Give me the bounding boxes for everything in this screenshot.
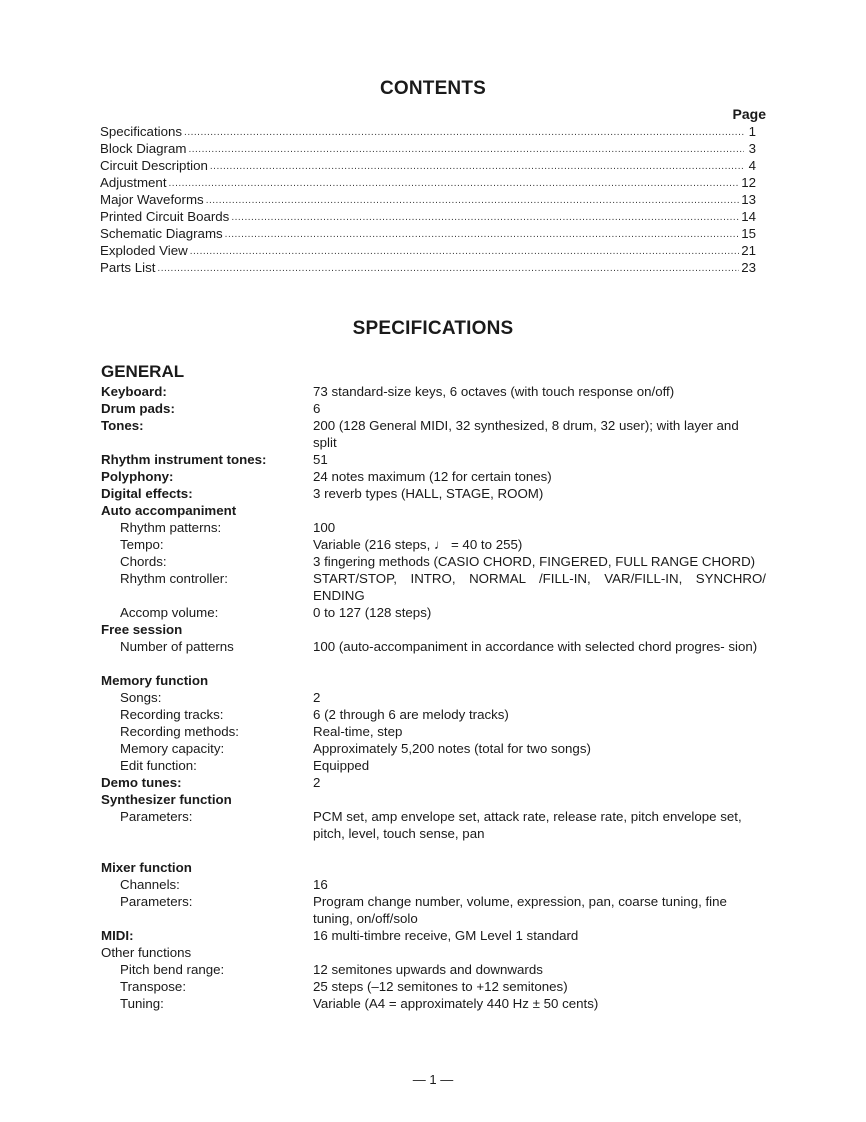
spec-value: 0 to 127 (128 steps) [313, 605, 432, 620]
spec-value: Equipped [313, 758, 370, 773]
spec-label: Polyphony: [101, 469, 174, 484]
toc-entry-title: Specifications [100, 124, 183, 139]
spec-value: 16 multi-timbre receive, GM Level 1 standard [313, 928, 579, 943]
spec-row [101, 876, 766, 893]
spec-row [101, 791, 766, 808]
toc-entry-page: 21 [741, 243, 756, 258]
spec-value: 2 [313, 775, 321, 790]
spec-row [101, 451, 766, 468]
spec-row [101, 927, 766, 944]
spec-label: Tuning: [120, 996, 164, 1011]
spec-value: 3 reverb types (HALL, STAGE, ROOM) [313, 486, 544, 501]
spec-value: 100 [313, 520, 336, 535]
toc-entry-page: 14 [741, 209, 756, 224]
spec-row [101, 383, 766, 400]
toc-entry-title: Adjustment [100, 175, 167, 190]
spec-label: Edit function: [120, 758, 197, 773]
specifications-list [101, 383, 766, 1012]
spec-label: Drum pads: [101, 401, 175, 416]
spec-label: Number of patterns [120, 639, 234, 654]
toc-entry-title: Parts List [100, 260, 156, 275]
spec-label: Other functions [101, 945, 192, 960]
toc-entry [100, 242, 756, 259]
spec-value: START/STOP, INTRO, NORMAL /FILL-IN, VAR/FILL-IN, SYNCHRO/ ENDING [313, 571, 766, 603]
spec-label: Tones: [101, 418, 144, 433]
toc-entry [100, 191, 756, 208]
spec-row [101, 519, 766, 536]
toc-entry-page: 12 [741, 175, 756, 190]
spec-row [101, 502, 766, 519]
spec-label: Songs: [120, 690, 162, 705]
spec-value: 2 [313, 690, 321, 705]
toc-entry-page: 15 [741, 226, 756, 241]
spec-row [101, 944, 766, 961]
toc-entry-page: 3 [748, 141, 756, 156]
table-of-contents [100, 123, 756, 276]
spec-value: 100 (auto-accompaniment in accordance with selected chord progres- sion) [313, 639, 758, 654]
spec-label: Rhythm controller: [120, 571, 228, 586]
spec-value: Variable (216 steps, ♩ = 40 to 255) [313, 537, 523, 552]
spec-row [101, 859, 766, 876]
spec-row [101, 604, 766, 621]
spec-row [101, 978, 766, 995]
spec-label: Rhythm patterns: [120, 520, 222, 535]
spec-row [101, 757, 766, 774]
spec-value: Program change number, volume, expression, pan, coarse tuning, fine tuning, on/off/solo [313, 894, 727, 926]
toc-dot-leader [225, 226, 740, 243]
spacer [101, 842, 766, 859]
toc-dot-leader [210, 158, 744, 175]
spec-value [313, 791, 766, 808]
spacer [101, 655, 766, 672]
spec-value: 6 [313, 401, 321, 416]
toc-dot-leader [157, 260, 739, 277]
toc-entry-page: 4 [748, 158, 756, 173]
toc-entry [100, 157, 756, 174]
spec-row [101, 485, 766, 502]
spec-row [101, 621, 766, 638]
spec-row [101, 400, 766, 417]
spec-label: Synthesizer function [101, 792, 232, 807]
spec-row [101, 893, 766, 927]
spec-row [101, 706, 766, 723]
contents-heading: CONTENTS [379, 78, 487, 99]
spec-row [101, 774, 766, 791]
spec-value: 16 [313, 877, 328, 892]
specifications-heading: SPECIFICATIONS [352, 318, 514, 339]
spec-value: 25 steps (–12 semitones to +12 semitones) [313, 979, 568, 994]
spec-row [101, 808, 766, 842]
spec-label: Digital effects: [101, 486, 193, 501]
spec-label: Recording methods: [120, 724, 239, 739]
spec-label: Keyboard: [101, 384, 167, 399]
spec-label: Chords: [120, 554, 167, 569]
spec-label: Accomp volume: [120, 605, 219, 620]
spec-value: 3 fingering methods (CASIO CHORD, FINGERED, FULL RANGE CHORD) [313, 554, 756, 569]
spec-label: Memory function [101, 673, 209, 688]
spec-label: Parameters: [120, 809, 193, 824]
spec-value: 200 (128 General MIDI, 32 synthesized, 8 drum, 32 user); with layer and split [313, 418, 739, 450]
spec-value: 12 semitones upwards and downwards [313, 962, 543, 977]
spec-label: Channels: [120, 877, 180, 892]
spec-label: Mixer function [101, 860, 192, 875]
spec-label: Rhythm instrument tones: [101, 452, 267, 467]
spec-value [313, 859, 766, 876]
toc-dot-leader [169, 175, 740, 192]
spec-row [101, 723, 766, 740]
spec-label: Parameters: [120, 894, 193, 909]
toc-entry [100, 174, 756, 191]
toc-entry [100, 208, 756, 225]
toc-dot-leader [188, 141, 744, 158]
spec-row [101, 417, 766, 451]
spec-label: Demo tunes: [101, 775, 182, 790]
toc-dot-leader [231, 209, 739, 226]
spec-label: Tempo: [120, 537, 164, 552]
general-heading: GENERAL [101, 362, 185, 381]
toc-entry [100, 123, 756, 140]
toc-entry-page: 13 [741, 192, 756, 207]
toc-dot-leader [206, 192, 740, 209]
toc-entry-title: Printed Circuit Boards [100, 209, 230, 224]
toc-entry-title: Circuit Description [100, 158, 208, 173]
spec-value: 51 [313, 452, 328, 467]
spec-value: 24 notes maximum (12 for certain tones) [313, 469, 552, 484]
spec-row [101, 553, 766, 570]
spec-label: MIDI: [101, 928, 134, 943]
spec-label: Pitch bend range: [120, 962, 225, 977]
toc-entry [100, 259, 756, 276]
page-number: — 1 — [412, 1072, 454, 1087]
spec-label: Recording tracks: [120, 707, 224, 722]
spec-row [101, 468, 766, 485]
toc-dot-leader [190, 243, 739, 260]
toc-dot-leader [184, 124, 744, 141]
spec-row [101, 638, 766, 655]
spec-value: PCM set, amp envelope set, attack rate, release rate, pitch envelope set, pitch, level, touch sense, pan [313, 809, 742, 841]
spec-label: Free session [101, 622, 183, 637]
spec-row [101, 961, 766, 978]
spec-label: Memory capacity: [120, 741, 225, 756]
spec-value [313, 944, 766, 961]
spec-value: 6 (2 through 6 are melody tracks) [313, 707, 509, 722]
spec-value: Approximately 5,200 notes (total for two songs) [313, 741, 591, 756]
toc-entry-title: Exploded View [100, 243, 188, 258]
toc-entry-page: 23 [741, 260, 756, 275]
spec-value: 73 standard-size keys, 6 octaves (with touch response on/off) [313, 384, 675, 399]
spec-value [313, 672, 766, 689]
spec-row [101, 536, 766, 553]
spec-row [101, 740, 766, 757]
toc-entry [100, 140, 756, 157]
toc-entry-title: Schematic Diagrams [100, 226, 223, 241]
spec-row [101, 672, 766, 689]
spec-value: Variable (A4 = approximately 440 Hz ± 50 cents) [313, 996, 599, 1011]
toc-entry-page: 1 [748, 124, 756, 139]
spec-row [101, 570, 766, 604]
spec-label: Transpose: [120, 979, 187, 994]
spec-row [101, 995, 766, 1012]
toc-entry-title: Major Waveforms [100, 192, 204, 207]
spec-value: Real-time, step [313, 724, 403, 739]
spec-row [101, 689, 766, 706]
toc-entry-title: Block Diagram [100, 141, 187, 156]
page-column-label: Page [732, 106, 766, 122]
spec-label: Auto accompaniment [101, 503, 237, 518]
spec-value [313, 621, 766, 638]
toc-entry [100, 225, 756, 242]
spec-value [313, 502, 766, 519]
